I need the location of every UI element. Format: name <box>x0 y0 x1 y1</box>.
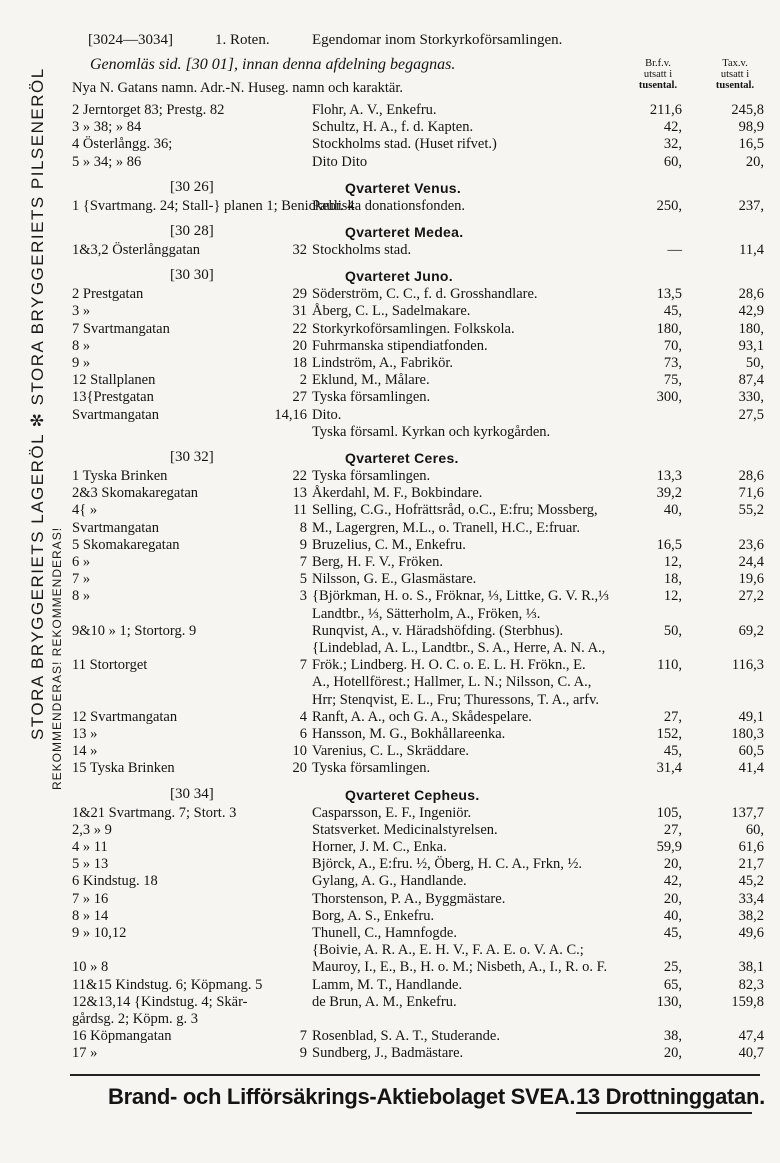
property-address: 17 » <box>72 1045 98 1062</box>
tax-value: 82,3 <box>738 976 764 993</box>
table-row <box>0 407 780 425</box>
district-name: 1. Roten. <box>215 32 270 48</box>
property-address: 10 » 8 <box>72 959 109 976</box>
owner-name: Runqvist, A., v. Häradshöfding. (Sterbhus). <box>312 622 564 639</box>
owner-name: Lindström, A., Fabrikör. <box>312 355 453 371</box>
table-row <box>0 242 780 260</box>
tax-value: 49,1 <box>738 708 764 725</box>
table-row <box>0 709 780 727</box>
property-address: 4 Österlångg. 36; <box>72 136 173 153</box>
property-address: 6 » <box>72 554 91 570</box>
fire-insurance-value: 38, <box>663 1028 682 1045</box>
owner-name: Varenius, C. L., Skräddare. <box>312 743 470 760</box>
owner-name: Landtbr., ⅓, Sätterholm, A., Fröken, ⅓. <box>312 605 541 622</box>
owner-name: Rosenblad, S. A. T., Studerande. <box>312 1028 500 1045</box>
property-address: 5 » 34; » 86 <box>72 153 142 170</box>
taxvarde-unit: tusental. <box>715 80 755 91</box>
tax-value: 180, <box>738 320 764 337</box>
property-address: 12&13,14 {Kindstug. 4; Skär- <box>72 993 248 1010</box>
table-row <box>0 588 780 606</box>
address-number: 7 <box>299 657 307 674</box>
fire-insurance-value: 20, <box>663 890 682 907</box>
fire-insurance-value: 59,9 <box>656 839 682 855</box>
owner-name: Casparsson, E. F., Ingeniör. <box>312 804 472 821</box>
property-address: 9 » <box>72 355 91 371</box>
fire-insurance-value: 16,5 <box>656 536 682 553</box>
tax-value: 27,5 <box>738 406 764 423</box>
block-title: Qvarteret Medea. <box>345 224 464 240</box>
table-row <box>0 1045 780 1063</box>
block-number: [30 32] <box>170 449 214 465</box>
table-row <box>0 537 780 555</box>
property-address: 6 Kindstug. 18 <box>72 873 158 890</box>
tax-value: 116,3 <box>731 657 764 674</box>
address-number: 3 <box>299 588 307 605</box>
tax-value: 42,9 <box>738 303 764 320</box>
property-address: 13 » <box>72 726 98 742</box>
owner-name: Berg, H. F. V., Fröken. <box>312 554 443 570</box>
table-row <box>0 424 780 442</box>
column-heading-left: Nya N. Gatans namn. Adr.-N. Huseg. namn och karaktär. <box>72 80 404 96</box>
table-row <box>0 554 780 572</box>
block-number: [30 34] <box>170 785 214 802</box>
address-number: 6 <box>299 726 307 742</box>
fire-insurance-value: 211,6 <box>649 102 682 118</box>
owner-name: M., Lagergren, M.L., o. Tranell, H.C., E:fruar. <box>312 519 580 536</box>
taxvarde-sub: utsatt i <box>720 69 750 80</box>
fire-insurance-value: 18, <box>663 571 682 588</box>
table-row <box>0 760 780 778</box>
property-address: Svartmangatan <box>72 406 159 423</box>
tax-value: 38,1 <box>738 959 764 976</box>
tax-value: 50, <box>745 355 764 371</box>
fire-insurance-value: 152, <box>656 726 682 742</box>
address-number: 8 <box>299 519 307 536</box>
address-number: 7 <box>299 1028 307 1045</box>
tax-value: 28,6 <box>738 286 764 303</box>
tax-value: 61,6 <box>738 839 764 855</box>
table-row <box>0 805 780 823</box>
taxvarde-heading <box>704 58 766 91</box>
tax-value: 60, <box>745 821 764 838</box>
property-address: 5 » 13 <box>72 856 109 873</box>
tax-value: 98,9 <box>738 119 764 136</box>
owner-name: Statsverket. Medicinalstyrelsen. <box>312 821 498 838</box>
tax-value: 330, <box>738 389 764 406</box>
fire-insurance-value: 105, <box>656 804 682 821</box>
property-address: 8 » <box>72 588 91 605</box>
block-number: [30 28] <box>170 223 214 239</box>
fire-insurance-value: 250, <box>656 197 682 214</box>
tax-value: 69,2 <box>738 622 764 639</box>
table-row <box>0 321 780 339</box>
fire-insurance-value: 12, <box>663 554 682 570</box>
fire-insurance-value: 45, <box>663 925 682 941</box>
fire-insurance-value: 65, <box>663 976 682 993</box>
address-number: 9 <box>299 536 307 553</box>
owner-name: Gylang, A. G., Handlande. <box>312 873 467 890</box>
owner-name: Tyska församlingen. <box>312 468 431 484</box>
fire-insurance-value: 27, <box>663 708 682 725</box>
owner-name: Nilsson, G. E., Glasmästare. <box>312 571 477 588</box>
property-address: 9&10 » 1; Stortorg. 9 <box>72 622 197 639</box>
property-address: 8 » <box>72 337 91 354</box>
fire-insurance-value: 25, <box>663 959 682 976</box>
tax-value: 71,6 <box>738 485 764 502</box>
address-number: 7 <box>299 554 307 570</box>
fire-insurance-value: — <box>667 242 682 258</box>
fire-insurance-value: 20, <box>663 1045 682 1062</box>
block-number: [30 26] <box>170 178 214 195</box>
fire-insurance-value: 45, <box>663 303 682 320</box>
tax-value: 159,8 <box>731 993 764 1010</box>
table-row <box>0 1028 780 1046</box>
fire-insurance-value: 180, <box>656 320 682 337</box>
tax-value: 47,4 <box>738 1028 764 1045</box>
fire-insurance-value: 12, <box>663 588 682 605</box>
fire-insurance-value: 13,5 <box>656 286 682 303</box>
table-row <box>0 136 780 154</box>
address-number: 22 <box>292 320 307 337</box>
page-range: [3024—3034] <box>88 32 173 48</box>
block-number: [30 30] <box>170 267 214 284</box>
address-number: 14,16 <box>274 406 307 423</box>
tax-value: 11,4 <box>739 242 764 258</box>
tax-value: 41,4 <box>738 760 764 777</box>
tax-value: 24,4 <box>738 554 764 570</box>
property-address: 1 Tyska Brinken <box>72 468 168 484</box>
table-row <box>0 286 780 304</box>
owner-name: Hrr; Stenqvist, E. L., Fru; Thuressons, T. A., arfv. <box>312 691 600 708</box>
table-row <box>0 372 780 390</box>
table-row <box>0 959 780 977</box>
owner-name: Thorstenson, P. A., Byggmästare. <box>312 890 506 907</box>
table-row <box>0 355 780 373</box>
fire-insurance-value: 45, <box>663 743 682 760</box>
property-address: 5 Skomakaregatan <box>72 536 180 553</box>
owner-name: Lamm, M. T., Handlande. <box>312 976 463 993</box>
tax-value: 180,3 <box>731 726 764 742</box>
fire-insurance-value: 75, <box>663 372 682 389</box>
block-title: Qvarteret Ceres. <box>345 450 459 466</box>
tax-value: 28,6 <box>738 468 764 484</box>
owner-name: Pauliska donationsfonden. <box>312 197 466 214</box>
owner-name: Flohr, A. V., Enkefru. <box>312 102 437 118</box>
block-title: Qvarteret Venus. <box>345 179 462 196</box>
table-row <box>0 743 780 761</box>
table-row <box>0 502 780 520</box>
table-row <box>0 338 780 356</box>
property-address: 16 Köpmangatan <box>72 1028 172 1045</box>
address-number: 29 <box>292 286 307 303</box>
table-row <box>0 692 780 710</box>
tax-value: 33,4 <box>738 890 764 907</box>
table-row <box>0 925 780 943</box>
table-row <box>0 674 780 692</box>
property-address: 3 » 38; » 84 <box>72 119 142 136</box>
tax-value: 55,2 <box>738 502 764 519</box>
property-address: 3 » <box>72 303 91 320</box>
address-number: 2 <box>299 372 307 389</box>
property-address: 9 » 10,12 <box>72 925 127 941</box>
owner-name: {Björkman, H. o. S., Fröknar, ⅓, Littke, G. V. R.,⅓ <box>312 588 610 605</box>
tax-value: 20, <box>745 153 764 170</box>
property-address: 11 Stortorget <box>72 657 148 674</box>
property-address: Svartmangatan <box>72 519 159 536</box>
address-number: 22 <box>292 468 307 484</box>
tax-value: 49,6 <box>738 925 764 941</box>
address-number: 18 <box>292 355 307 371</box>
property-address: 1&21 Svartmang. 7; Stort. 3 <box>72 804 237 821</box>
brandvarde-heading <box>628 58 688 91</box>
owner-name: Storkyrkoförsamlingen. Folkskola. <box>312 320 515 337</box>
fire-insurance-value: 20, <box>663 856 682 873</box>
owner-name: Sundberg, J., Badmästare. <box>312 1045 464 1062</box>
property-address: 12 Svartmangatan <box>72 708 178 725</box>
property-address: 12 Stallplanen <box>72 372 156 389</box>
tax-value: 19,6 <box>738 571 764 588</box>
owner-name: Ranft, A. A., och G. A., Skådespelare. <box>312 708 532 725</box>
instruction-line: Genomläs sid. [30 01], innan denna afdelning begagnas. <box>90 56 456 73</box>
property-address: 13{Prestgatan <box>72 389 154 406</box>
fire-insurance-value: 32, <box>663 136 682 153</box>
owner-name: Thunell, C., Hamnfogde. <box>312 925 457 941</box>
owner-name: {Lindeblad, A. L., Landtbr., S. A., Herre, A. N. A., <box>312 640 606 656</box>
table-row <box>0 485 780 503</box>
fire-insurance-value: 27, <box>663 821 682 838</box>
owner-name: de Brun, A. M., Enkefru. <box>312 993 457 1010</box>
tax-value: 38,2 <box>738 907 764 924</box>
property-address: 15 Tyska Brinken <box>72 760 175 777</box>
owner-name: Bruzelius, C. M., Enkefru. <box>312 536 466 553</box>
address-number: 11 <box>293 502 307 519</box>
table-row <box>0 102 780 120</box>
page-subject: Egendomar inom Storkyrkoförsamlingen. <box>312 32 563 48</box>
owner-name: Schultz, H. A., f. d. Kapten. <box>312 119 474 136</box>
fire-insurance-value: 110, <box>657 657 682 674</box>
owner-name: Frök.; Lindberg. H. O. C. o. E. L. H. Frökn., E. <box>312 657 586 674</box>
tax-value: 40,7 <box>738 1045 764 1062</box>
footer-address: 13 Drottninggatan. <box>576 1084 765 1109</box>
table-row <box>0 623 780 641</box>
block-title: Qvarteret Juno. <box>345 268 453 285</box>
table-row <box>0 303 780 321</box>
property-address: 8 » 14 <box>72 907 109 924</box>
address-number: 27 <box>292 389 307 406</box>
tax-value: 45,2 <box>738 873 764 890</box>
owner-name: Dito Dito <box>312 153 368 170</box>
owner-name: Stockholms stad. (Huset rifvet.) <box>312 136 497 153</box>
owner-name: Hansson, M. G., Bokhållareenka. <box>312 726 506 742</box>
owner-name: Selling, C.G., Hofrättsråd, o.C., E:fru; Mossberg, <box>312 502 598 519</box>
owner-name: Fuhrmanska stipendiatfonden. <box>312 337 488 354</box>
fire-insurance-value: 13,3 <box>656 468 682 484</box>
property-address: 2 Prestgatan <box>72 286 144 303</box>
table-row <box>0 657 780 675</box>
owner-name: Åkerdahl, M. F., Bokbindare. <box>312 485 483 502</box>
property-address: 7 » <box>72 571 91 588</box>
owner-name: {Boivie, A. R. A., E. H. V., F. A. E. o. V. A. C.; <box>312 942 584 959</box>
table-row <box>0 571 780 589</box>
fire-insurance-value: 50, <box>663 622 682 639</box>
address-number: 20 <box>292 760 307 777</box>
owner-name: Horner, J. M. C., Enka. <box>312 839 447 855</box>
tax-value: 137,7 <box>731 804 764 821</box>
property-address: 2,3 » 9 <box>72 821 112 838</box>
taxvarde-title: Tax.v. <box>722 58 748 69</box>
property-address: 7 » 16 <box>72 890 109 907</box>
tax-value: 237, <box>738 197 764 214</box>
tax-value: 93,1 <box>738 337 764 354</box>
table-row <box>0 389 780 407</box>
address-number: 4 <box>299 708 307 725</box>
fire-insurance-value: 300, <box>656 389 682 406</box>
footer-advert: Brand- och Lifförsäkrings-Aktiebolaget SVEA. <box>108 1084 576 1109</box>
tax-value: 60,5 <box>738 743 764 760</box>
fire-insurance-value: 40, <box>663 907 682 924</box>
owner-name: A., Hotellförest.; Hallmer, L. N.; Nilsson, C. A., <box>312 674 592 691</box>
owner-name: Eklund, M., Målare. <box>312 372 430 389</box>
brandvarde-unit: tusental. <box>638 80 678 91</box>
table-row <box>0 856 780 874</box>
table-row <box>0 977 780 995</box>
fire-insurance-value: 42, <box>663 873 682 890</box>
table-row <box>0 198 780 216</box>
tax-value: 87,4 <box>738 372 764 389</box>
fire-insurance-value: 39,2 <box>656 485 682 502</box>
property-address: 1 {Svartmang. 24; Stall-} planen 1; Benickebr. 4 <box>72 197 355 214</box>
table-row <box>0 520 780 538</box>
table-row <box>0 822 780 840</box>
owner-name: Mauroy, I., E., B., H. o. M.; Nisbeth, A., I., R. o. F. <box>312 959 608 976</box>
table-row <box>0 154 780 172</box>
table-row <box>0 468 780 486</box>
property-address: 1&3,2 Österlånggatan <box>72 242 201 258</box>
fire-insurance-value: 70, <box>663 337 682 354</box>
fire-insurance-value: 42, <box>663 119 682 136</box>
fire-insurance-value: 40, <box>663 502 682 519</box>
address-number: 9 <box>299 1045 307 1062</box>
address-number: 13 <box>292 485 307 502</box>
footer-rule <box>70 1074 760 1076</box>
tax-value: 23,6 <box>738 536 764 553</box>
fire-insurance-value: 31,4 <box>656 760 682 777</box>
table-row <box>0 839 780 857</box>
fire-insurance-value: 60, <box>663 153 682 170</box>
address-number: 31 <box>292 303 307 320</box>
footer-underline <box>576 1112 752 1114</box>
owner-name: Borg, A. S., Enkefru. <box>312 907 435 924</box>
owner-name: Dito. <box>312 406 342 423</box>
owner-name: Tyska församl. Kyrkan och kyrkogården. <box>312 423 551 440</box>
property-address: 14 » <box>72 743 98 760</box>
tax-value: 16,5 <box>738 136 764 153</box>
table-row <box>0 726 780 744</box>
owner-name: Björck, A., E:fru. ½, Öberg, H. C. A., Frkn, ½. <box>312 856 582 873</box>
table-row <box>0 640 780 658</box>
owner-name: Söderström, C. C., f. d. Grosshandlare. <box>312 286 538 303</box>
sidebar-recommend: REKOMMENDERAS! REKOMMENDERAS! <box>50 526 64 790</box>
property-address: gårdsg. 2; Köpm. g. 3 <box>72 1011 199 1027</box>
table-row <box>0 891 780 909</box>
fire-insurance-value: 130, <box>656 993 682 1010</box>
brandvarde-sub: utsatt i <box>643 69 673 80</box>
table-row <box>0 1011 780 1029</box>
address-number: 20 <box>292 337 307 354</box>
property-address: 7 Svartmangatan <box>72 320 170 337</box>
brandvarde-title: Br.f.v. <box>645 58 671 69</box>
property-address: 4{ » <box>72 502 98 519</box>
tax-value: 21,7 <box>738 856 764 873</box>
table-row <box>0 994 780 1012</box>
owner-name: Tyska församlingen. <box>312 760 431 777</box>
table-row <box>0 119 780 137</box>
address-number: 10 <box>292 743 307 760</box>
owner-name: Tyska församlingen. <box>312 389 431 406</box>
address-number: 5 <box>299 571 307 588</box>
table-row <box>0 606 780 624</box>
table-row <box>0 873 780 891</box>
block-title: Qvarteret Cepheus. <box>345 786 480 803</box>
address-number: 32 <box>292 242 307 258</box>
property-address: 11&15 Kindstug. 6; Köpmang. 5 <box>72 976 263 993</box>
owner-name: Åberg, C. L., Sadelmakare. <box>312 303 471 320</box>
table-row <box>0 908 780 926</box>
fire-insurance-value: 73, <box>663 355 682 371</box>
property-address: 4 » 11 <box>72 839 108 855</box>
owner-name: Stockholms stad. <box>312 242 412 258</box>
tax-value: 27,2 <box>738 588 764 605</box>
table-row <box>0 942 780 960</box>
tax-value: 245,8 <box>731 102 764 118</box>
property-address: 2 Jerntorget 83; Prestg. 82 <box>72 102 225 118</box>
sidebar-advert: STORA BRYGGERIETS LAGERÖL ✻ STORA BRYGGERIETS PILSENERÖL <box>28 67 47 740</box>
property-address: 2&3 Skomakaregatan <box>72 485 199 502</box>
